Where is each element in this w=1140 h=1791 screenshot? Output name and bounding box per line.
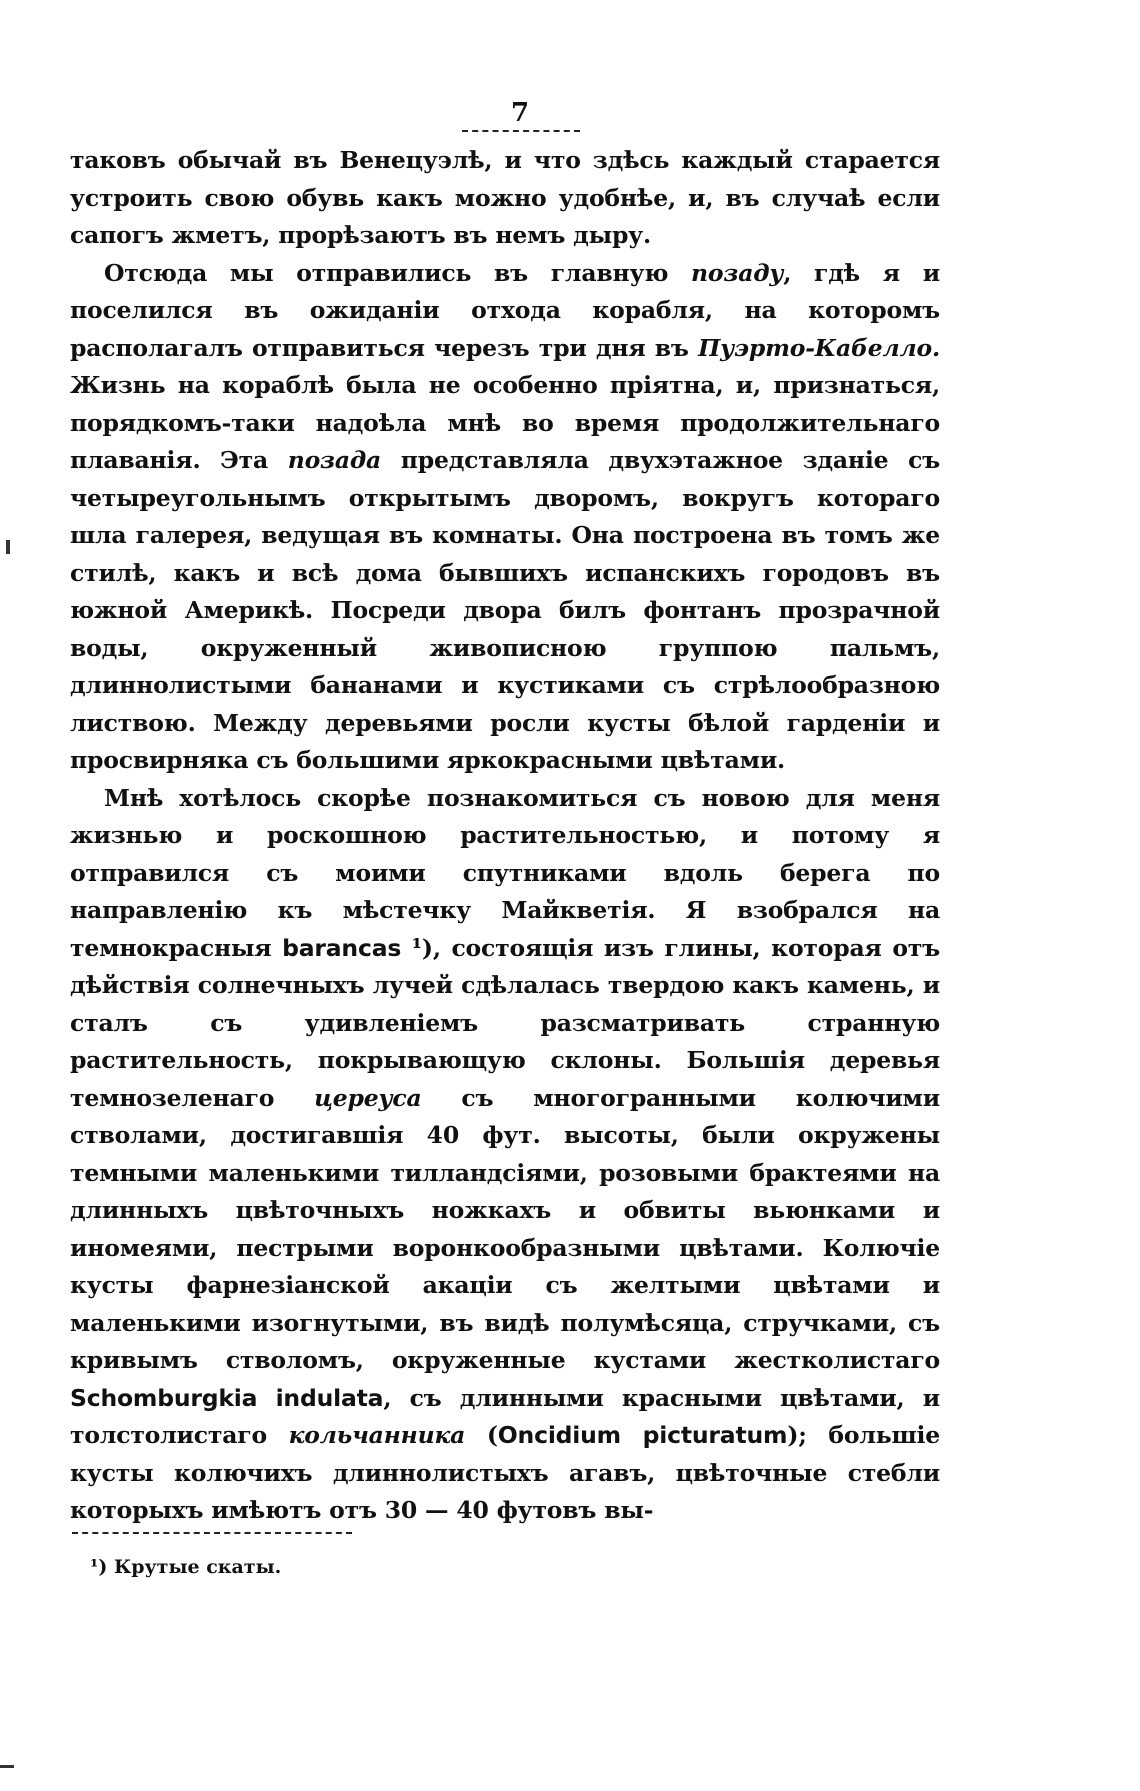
page-number: 7: [510, 98, 530, 128]
latin-term: Schomburgkia indulata: [70, 1383, 384, 1412]
footnote: [90, 1556, 281, 1578]
text-run: ¹), состоящія изъ глины, которая отъ дѣйствія солнечныхъ лучей сдѣлалась твердою какъ камень, и сталъ съ удивленіемъ разсматривать странную растительность, покрывающую склоны. Большія деревья темнозеленаго: [70, 933, 940, 1112]
body-text: [70, 142, 940, 1530]
text-run: , съ длинными красными цвѣтами, и толстолистаго: [70, 1383, 940, 1449]
paragraph-3: [70, 780, 940, 1530]
text-run: , гдѣ я и поселился въ ожиданіи отхода корабля, на которомъ располагалъ отправиться черезъ три дня въ: [70, 258, 940, 362]
italic-term: цереуса: [314, 1083, 422, 1112]
italic-term: позаду: [691, 258, 784, 287]
paragraph-2: [70, 255, 940, 780]
latin-term: Oncidium picturatum: [497, 1421, 788, 1449]
italic-term: кольчанника: [288, 1421, 466, 1449]
text-run: Мнѣ хотѣлось скорѣе познакомиться съ новою для меня жизнью и роскошною растительностью, и потому я отправился съ моими спутниками вдоль берега по направленію къ мѣстечку Майкветія. Я взобрался на темнокрасныя: [70, 783, 940, 962]
footnote-marker: ¹): [90, 1556, 108, 1578]
text-run: съ многогранными колючими стволами, достигавшія 40 фут. высоты, были окружены темными маленькими тилландсіями, розовыми брактеями на длинныхъ цвѣточныхъ ножкахъ и обвиты вьюнками и иномеями, пестрыми воронкообразными цвѣтами. Колючіе кусты фарнезіанской акаціи съ желтыми цвѣтами и маленькими изогнутыми, въ видѣ полумѣсяца, стручками, съ кривымъ стволомъ, окруженные кустами жестколистаго: [70, 1083, 940, 1374]
text-run: Отсюда мы отправились въ главную: [104, 258, 692, 287]
text-run: (: [465, 1421, 498, 1449]
margin-tick-bottom: [0, 1765, 14, 1768]
page-number-rule: [462, 130, 580, 132]
italic-term: позада: [287, 446, 382, 474]
latin-term: barancas: [282, 933, 402, 962]
footnote-rule: [72, 1532, 352, 1534]
italic-term: Пуэрто-Кабелло.: [698, 333, 940, 362]
footnote-text: Крутые скаты.: [113, 1556, 282, 1578]
text-run: представляла двухэтажное зданіе съ четыреугольнымъ открытымъ дворомъ, вокругъ котораго шла галерея, ведущая въ комнаты. Она построена въ томъ же стилѣ, какъ и всѣ дома бывшихъ испанскихъ городовъ въ южной Америкѣ. Посреди двора билъ фонтанъ прозрачной воды, окруженный живописною группою пальмъ, длиннолистыми бананами и кустиками съ стрѣлообразною листвою. Между деревьями росли кусты бѣлой гарденіи и просвирняка съ большими яркокрасными цвѣтами.: [70, 446, 941, 774]
paragraph-1: таковъ обычай въ Венецуэлѣ, и что здѣсь каждый старается устроить свою обувь какъ можно удобнѣе, и, въ случаѣ если сапогъ жметъ, прорѣзаютъ въ немъ дыру.: [70, 146, 940, 249]
text-run: ); большіе кусты колючихъ длиннолистыхъ агавъ, цвѣточные стебли которыхъ имѣютъ отъ 30 — 40 футовъ вы-: [70, 1421, 940, 1524]
text-run: Жизнь на кораблѣ была не особенно пріятна, и, признаться, порядкомъ-таки надоѣла мнѣ во время продолжительнаго плаванія. Эта: [70, 371, 940, 474]
margin-tick: [6, 540, 10, 554]
